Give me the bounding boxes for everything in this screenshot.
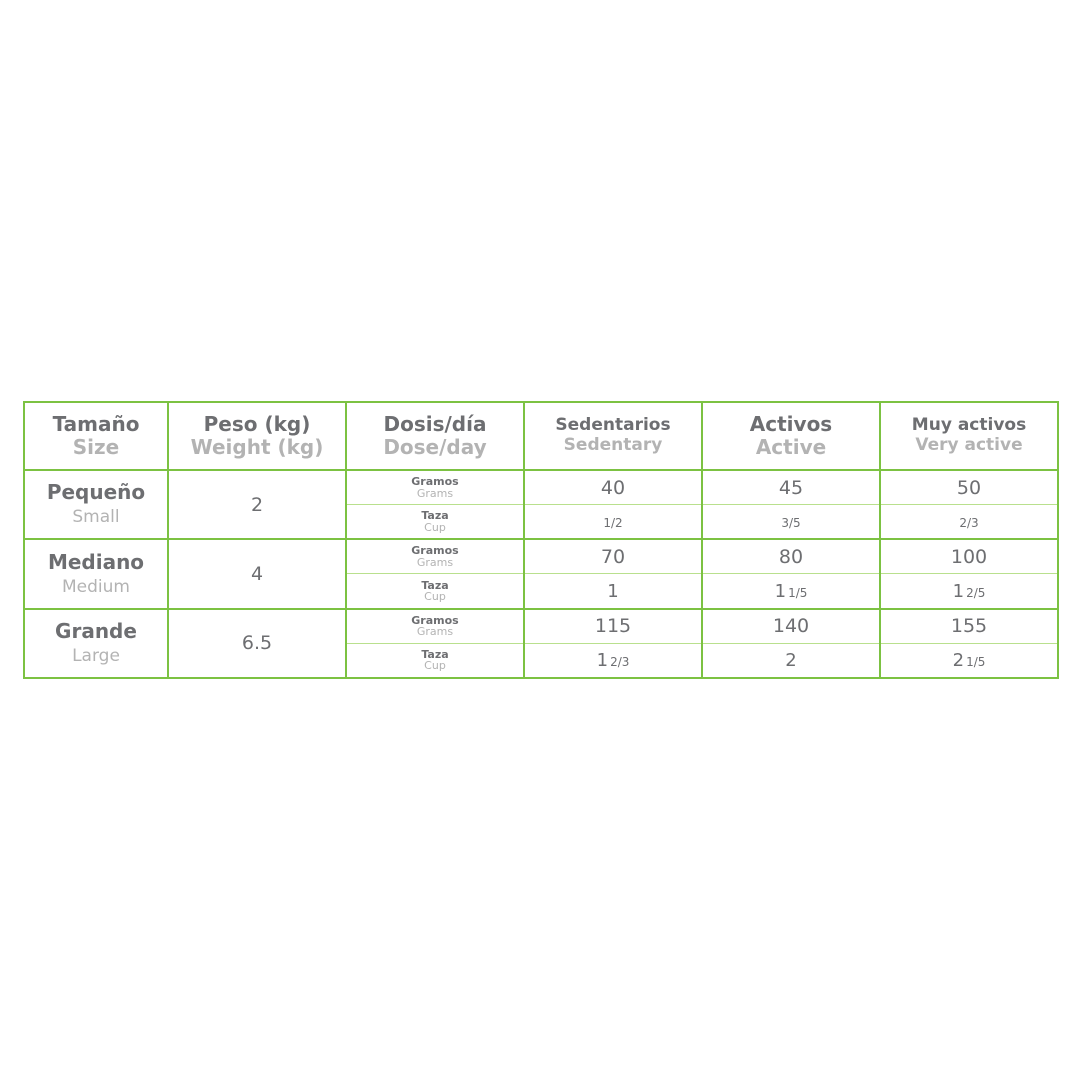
- unit-cup-en: Cup: [424, 659, 446, 673]
- unit-grams-es: Gramos: [411, 475, 459, 489]
- cup-fraction: 1/5: [966, 654, 986, 669]
- cup-fraction: 2/3: [959, 516, 979, 531]
- unit-grams-es: Gramos: [411, 544, 459, 558]
- feeding-dose-table: [23, 401, 1059, 679]
- unit-grams-cell: [346, 609, 524, 644]
- size-label-es: Grande: [55, 619, 137, 644]
- size-label-en: Large: [72, 646, 120, 667]
- header-active-en: Active: [755, 435, 827, 459]
- unit-grams-cell: [346, 470, 524, 505]
- unit-cup-cell: [346, 643, 524, 678]
- cup-fraction: 2/3: [610, 654, 630, 669]
- header-dose-en: Dose/day: [383, 435, 487, 459]
- table-row: [24, 539, 1058, 574]
- cup-value-very-active: [880, 574, 1058, 609]
- header-weight-es: Peso (kg): [203, 412, 311, 436]
- cup-fraction: 2/5: [966, 585, 986, 600]
- header-size-es: Tamaño: [52, 412, 140, 436]
- header-dose-es: Dosis/día: [383, 412, 487, 436]
- header-sedentary-en: Sedentary: [563, 435, 663, 455]
- cup-fraction: 3/5: [781, 516, 801, 531]
- cup-fraction: 1/2: [603, 516, 623, 531]
- unit-cup-cell: [346, 574, 524, 609]
- table-body: [24, 470, 1058, 678]
- cup-value-active: [702, 643, 880, 678]
- cup-fraction: 1/5: [788, 585, 808, 600]
- header-sedentary: [524, 402, 702, 470]
- unit-grams-es: Gramos: [411, 613, 459, 627]
- unit-cup-es: Taza: [421, 509, 449, 523]
- unit-grams-cell: [346, 539, 524, 574]
- unit-cup-es: Taza: [421, 578, 449, 592]
- grams-value-active: 45: [702, 470, 880, 505]
- grams-value-sedentary: 40: [524, 470, 702, 505]
- size-cell-small: [24, 470, 168, 539]
- grams-value-sedentary: 115: [524, 609, 702, 644]
- unit-cup-en: Cup: [424, 590, 446, 604]
- cup-value-sedentary: [524, 643, 702, 678]
- unit-grams-en: Grams: [416, 625, 454, 639]
- unit-cup-en: Cup: [424, 520, 446, 534]
- header-very-active-en: Very active: [915, 435, 1023, 455]
- size-label-es: Mediano: [47, 549, 145, 574]
- table-row: [24, 609, 1058, 644]
- cup-value-very-active: [880, 643, 1058, 678]
- grams-value-sedentary: 70: [524, 539, 702, 574]
- header-very-active-es: Muy activos: [911, 415, 1027, 436]
- cup-whole: 1: [774, 580, 787, 602]
- size-cell-medium: [24, 539, 168, 608]
- cup-whole: 1: [607, 580, 619, 602]
- cup-whole: 2: [785, 649, 797, 671]
- unit-grams-en: Grams: [416, 555, 454, 569]
- cup-whole: 1: [952, 580, 965, 602]
- cup-whole: 2: [952, 649, 965, 671]
- header-row: [24, 402, 1058, 470]
- header-weight: [168, 402, 346, 470]
- weight-cell-medium: 4: [168, 539, 346, 608]
- cup-whole: 1: [596, 649, 609, 671]
- cup-value-active: [702, 505, 880, 540]
- header-size: [24, 402, 168, 470]
- weight-cell-large: 6.5: [168, 609, 346, 678]
- header-sedentary-es: Sedentarios: [555, 415, 671, 436]
- grams-value-very-active: 100: [880, 539, 1058, 574]
- grams-value-very-active: 155: [880, 609, 1058, 644]
- size-label-en: Small: [72, 507, 120, 528]
- cup-value-sedentary: [524, 505, 702, 540]
- unit-cup-cell: [346, 505, 524, 540]
- header-size-en: Size: [72, 435, 120, 459]
- grams-value-active: 80: [702, 539, 880, 574]
- header-very-active: [880, 402, 1058, 470]
- unit-cup-es: Taza: [421, 647, 449, 661]
- grams-value-active: 140: [702, 609, 880, 644]
- header-weight-en: Weight (kg): [190, 435, 324, 459]
- cup-value-very-active: [880, 505, 1058, 540]
- size-label-es: Pequeño: [46, 480, 146, 505]
- header-dose: [346, 402, 524, 470]
- size-cell-large: [24, 609, 168, 678]
- weight-cell-small: 2: [168, 470, 346, 539]
- unit-grams-en: Grams: [416, 486, 454, 500]
- header-active-es: Activos: [749, 412, 833, 436]
- size-label-en: Medium: [62, 576, 130, 597]
- cup-value-active: [702, 574, 880, 609]
- grams-value-very-active: 50: [880, 470, 1058, 505]
- cup-value-sedentary: [524, 574, 702, 609]
- table-row: [24, 470, 1058, 505]
- header-active: [702, 402, 880, 470]
